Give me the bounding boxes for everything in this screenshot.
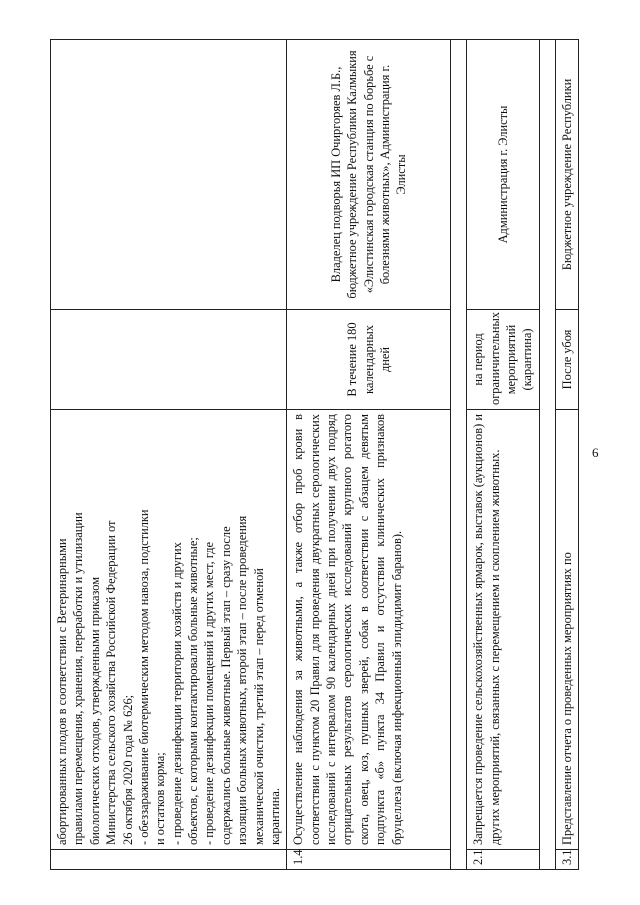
text-line: карантина. bbox=[267, 788, 282, 845]
row-number-cell: 1.4 bbox=[287, 850, 451, 870]
text-line: объектов, с которыми контактировали больные животные; bbox=[186, 537, 200, 845]
table-row-2-1 bbox=[467, 40, 540, 870]
period-cell: После убоя bbox=[555, 310, 578, 410]
period-cell: на период ограничительных мероприятий (карантина) bbox=[467, 310, 540, 410]
period-cell bbox=[51, 310, 287, 410]
responsible-cell bbox=[51, 40, 287, 310]
text-line: биологических отходов, утвержденными приказом bbox=[87, 576, 102, 845]
text-line: изоляции больных животных, второй этап – после проведения bbox=[235, 515, 250, 845]
responsible-cell: Бюджетное учреждение Республики bbox=[555, 40, 578, 310]
text-line: абортированных плодов в соответствии с Ветеринарными bbox=[55, 538, 69, 845]
row-number-cell bbox=[51, 850, 287, 870]
text-line: - проведение дезинфекции помещений и других мест, где bbox=[202, 542, 217, 845]
measure-text-cell bbox=[51, 410, 287, 850]
section-title bbox=[539, 40, 555, 870]
section-header-3 bbox=[539, 40, 555, 870]
text-line: и остатков корма; bbox=[153, 752, 168, 845]
text-line: - обеззараживание биотермическим методом навоза, подстилки bbox=[136, 509, 151, 845]
text-line: содержались больные животные. Первый этап – сразу после bbox=[218, 526, 233, 845]
page-number: 6 bbox=[592, 445, 599, 460]
text-line: - проведение дезинфекции территории хозяйств и других bbox=[169, 542, 184, 845]
responsible-cell: Администрация г. Элисты bbox=[467, 40, 540, 310]
measure-text-cell: Осуществление наблюдения за животными, а также отбор проб крови в соответствии с пунктом 20 Правил для проведения двукратных серологических исследований с интервалом 90 календарных дней при получении двух подряд отрицательных результатов серологических исследований крупного рогатого скота, овец, коз, пушных зверей, собак в соответствии с абзацем девятым подпункта «б» пункта 34 Правил и отсутствии клинических признаков бруцеллеза (включая инфекционный эпидидимит баранов). bbox=[287, 410, 451, 850]
measure-text-cell: Запрещается проведение сельскохозяйственных ярмарок, выставок (аукционов) и других мероприятий, связанных с перемещением и скоплением животных. bbox=[467, 410, 540, 850]
row-number-cell: 3.1 bbox=[555, 850, 578, 870]
section-title bbox=[451, 40, 467, 870]
section-header-2 bbox=[451, 40, 467, 870]
text-line: правилами перемещения, хранения, переработки и утилизации bbox=[71, 512, 86, 845]
text-line: механической очистки, третий этап – перед отменой bbox=[251, 568, 266, 845]
responsible-cell: Владелец подворья ИП Очиргоряев Л.Б., бюджетное учреждение Республики Калмыкия «Элистинская городская станция по борьбе с болезнями животных», Администрация г. Элисты bbox=[287, 40, 451, 310]
text-line: Министерства сельского хозяйства Российской Федерации от bbox=[104, 520, 119, 845]
row-number-cell: 2.1 bbox=[467, 850, 540, 870]
measure-text-cell: Представление отчета о проведенных мероприятиях по bbox=[555, 410, 578, 850]
text-line: 26 октября 2020 года № 626; bbox=[120, 694, 135, 845]
period-cell: В течение 180 календарных дней bbox=[287, 310, 451, 410]
rotated-page-content bbox=[50, 40, 577, 870]
table-row-3-1 bbox=[555, 40, 578, 870]
table-row-continuation bbox=[51, 40, 287, 870]
table-row-1-4 bbox=[287, 40, 451, 870]
measures-table bbox=[50, 39, 579, 870]
